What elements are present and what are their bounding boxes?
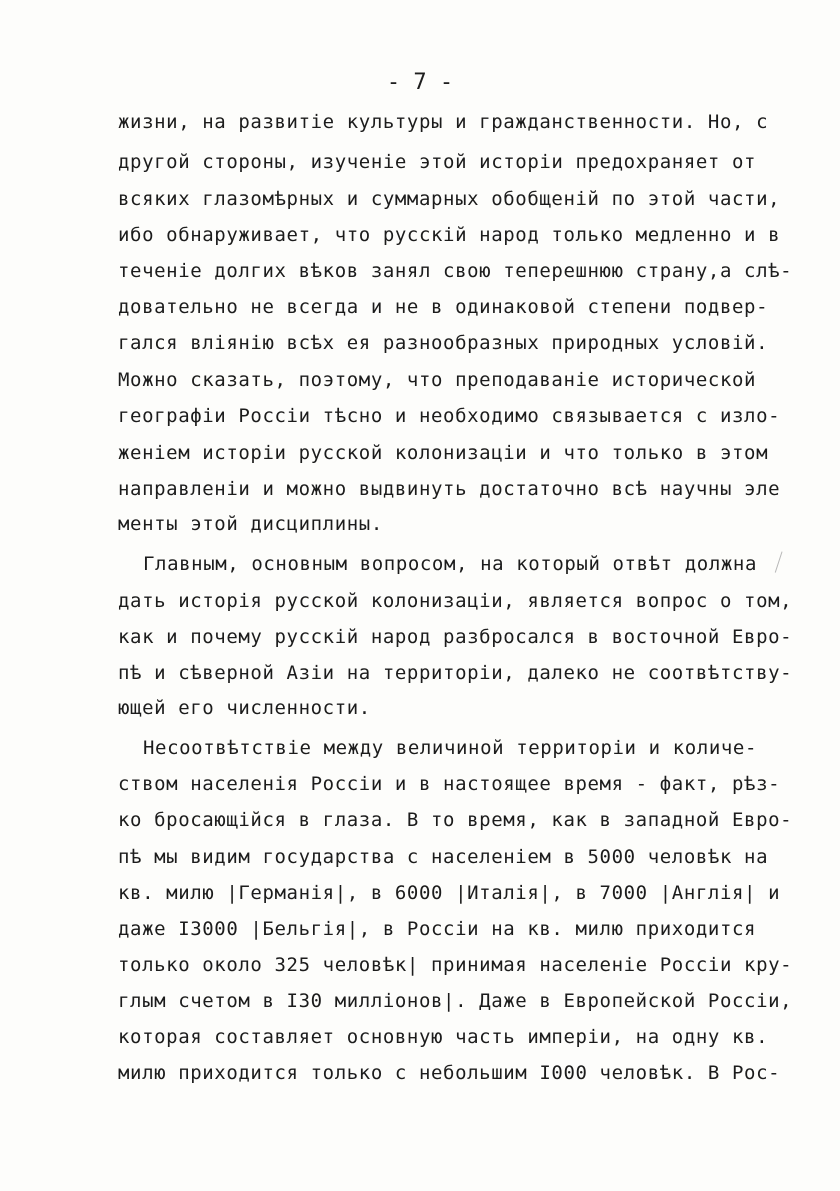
text-line: географіи Россіи тѣсно и необходимо связывается с изло- [118, 405, 781, 427]
page-number: - 7 - [386, 70, 454, 95]
text-line: Несоотвѣтствіе между величиной территоріи и количе- [143, 737, 757, 759]
text-line: милю приходится только с небольшим I000 человѣк. В Рос- [118, 1062, 781, 1084]
text-line: даже I3000 |Бельгія|, в Россіи на кв. милю приходится [118, 918, 757, 940]
text-line: жизни, на развитіе культуры и гражданственности. Но, с [118, 111, 769, 133]
text-line: которая составляет основную часть имперіи, на одну кв. [118, 1026, 769, 1048]
text-line: женіем исторіи русской колонизаціи и что только в этом [118, 442, 769, 464]
text-line: как и почему русскій народ разбросался в восточной Евро- [118, 626, 793, 648]
text-line: только около 325 человѣк| принимая населеніе Россіи кру- [118, 954, 793, 976]
text-line: ибо обнаруживает, что русскій народ только медленно и в [118, 224, 781, 246]
text-line: ющей его численности. [118, 697, 371, 719]
text-line: всяких глазомѣрных и суммарных обобщеній по этой части, [118, 188, 781, 210]
text-line: глым счетом в I30 милліонов|. Даже в Европейской Россіи, [118, 990, 793, 1012]
text-line: Главным, основным вопросом, на который отвѣт должна [143, 553, 757, 575]
text-line: ко бросающійся в глаза. В то время, как в западной Евро- [118, 809, 793, 831]
stray-pen-mark [775, 551, 788, 574]
text-line: пѣ мы видим государства с населеніем в 5000 человѣк на [118, 846, 769, 868]
text-line: пѣ и сѣверной Азіи на территоріи, далеко не соотвѣтству- [118, 662, 793, 684]
text-line: менты этой дисциплины. [118, 513, 383, 535]
text-line: гался вліянію всѣх ея разнообразных природных условій. [118, 332, 769, 354]
text-line: направленіи и можно выдвинуть достаточно всѣ научны эле [118, 478, 781, 500]
text-line: довательно не всегда и не в одинаковой степени подвер- [118, 296, 769, 318]
text-line: ством населенія Россіи и в настоящее время - факт, рѣз- [118, 773, 781, 795]
text-line: Можно сказать, поэтому, что преподаваніе исторической [118, 369, 757, 391]
text-line: другой стороны, изученіе этой исторіи предохраняет от [118, 151, 757, 173]
text-line: теченіе долгих вѣков занял свою теперешнюю страну,а слѣ- [118, 260, 793, 282]
text-line: кв. милю |Германія|, в 6000 |Италія|, в 7000 |Англія| и [118, 882, 781, 904]
text-line: дать исторія русской колонизаціи, является вопрос о том, [118, 590, 793, 612]
